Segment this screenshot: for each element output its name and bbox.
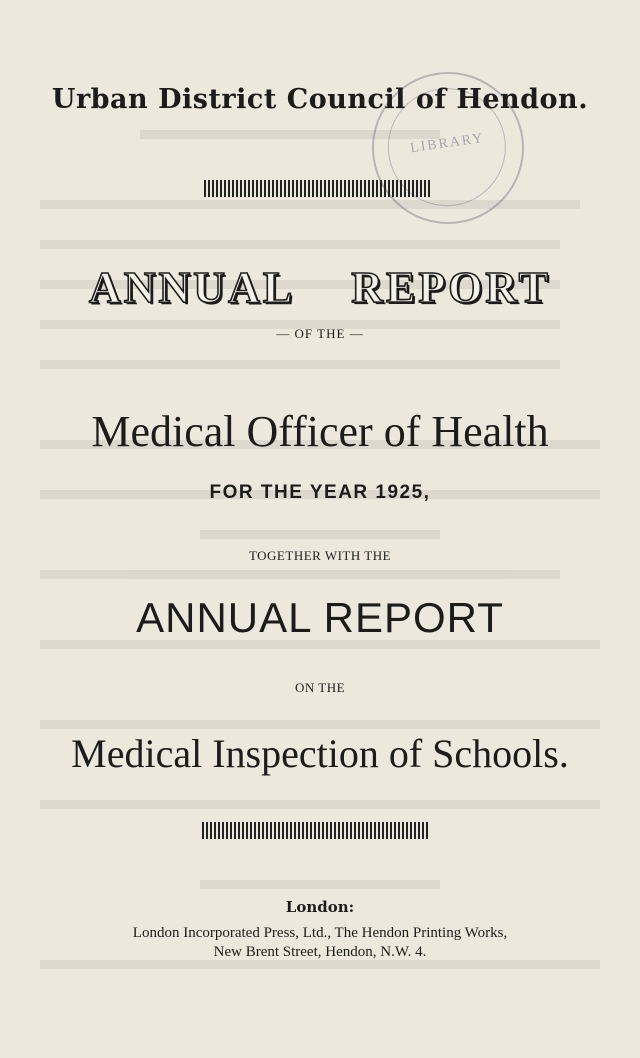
- council-title: Urban District Council of Hendon.: [51, 84, 589, 115]
- report-year: FOR THE YEAR 1925,: [209, 482, 431, 503]
- medical-officer-title: Medical Officer of Health: [91, 407, 549, 456]
- stamp-text: LIBRARY: [409, 130, 486, 157]
- decorative-rule-bottom: [202, 822, 430, 839]
- second-report-heading: ANNUAL REPORT: [136, 594, 504, 641]
- printer-line-1: London Incorporated Press, Ltd., The Hendon Printing Works,: [132, 925, 508, 941]
- printer-imprint: [0, 924, 640, 962]
- imprint-city: London:: [285, 898, 355, 916]
- annual-word: ANNUAL: [88, 263, 296, 312]
- report-word: REPORT: [351, 263, 552, 312]
- together-with-label: TOGETHER WITH THE: [248, 548, 392, 563]
- printer-line-2: New Brent Street, Hendon, N.W. 4.: [213, 944, 427, 960]
- annual-report-heading: [0, 262, 640, 313]
- decorative-rule-top: [204, 180, 432, 197]
- on-the-label: ON THE: [294, 680, 346, 695]
- school-inspection-title: Medical Inspection of Schools.: [71, 731, 569, 776]
- of-the-label: — OF THE —: [276, 326, 364, 341]
